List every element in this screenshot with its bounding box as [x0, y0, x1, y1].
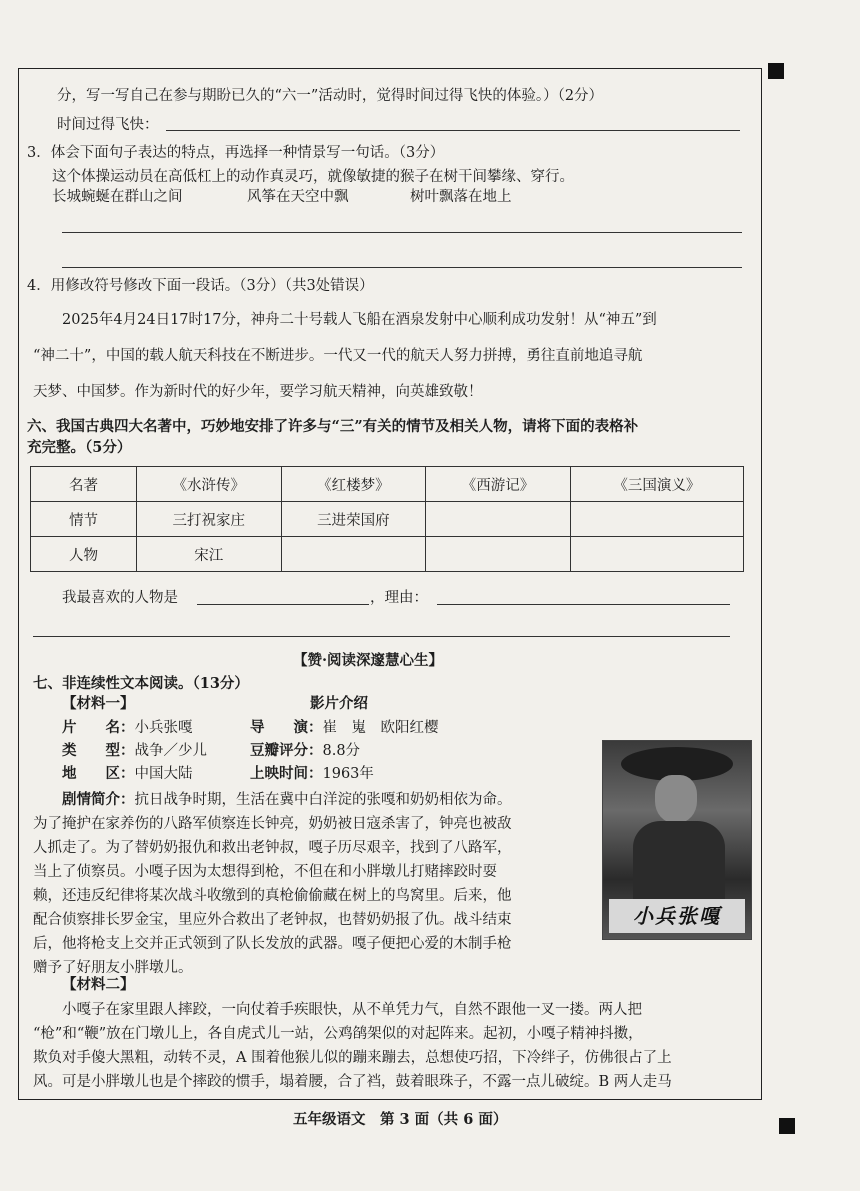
- reason-answer-line-2[interactable]: [33, 636, 730, 637]
- question-4-title: 4．用修改符号修改下面一段话。（3分）（共3处错误）: [27, 278, 374, 294]
- favorite-character-answer-line[interactable]: [197, 604, 369, 605]
- plot-line: 剧情简介：抗日战争时期，生活在冀中白洋淀的张嘎和奶奶相依为命。: [62, 791, 512, 808]
- question-3-sentence: 这个体操运动员在高低杠上的动作真灵巧，就像敏捷的猴子在树干间攀缘、穿行。: [52, 169, 574, 185]
- table-row-books: [31, 467, 744, 502]
- registration-mark-top-right: [768, 63, 784, 79]
- movie-info-release: [250, 764, 374, 784]
- plot-answer-cell[interactable]: [426, 502, 571, 537]
- plot-label: 剧情简介：: [62, 791, 135, 808]
- material-2-label: 【材料二】: [62, 976, 135, 993]
- plot-cell: 三进荣国府: [281, 502, 426, 537]
- character-answer-cell[interactable]: [281, 537, 426, 572]
- row-label-characters: 人物: [31, 537, 137, 572]
- question-3-answer-line-2[interactable]: [62, 267, 742, 268]
- question-3-option-1: 长城蜿蜒在群山之间: [52, 189, 183, 205]
- reason-answer-line[interactable]: [437, 604, 730, 605]
- plot-line: 配合侦察排长罗金宝，里应外合救出了老钟叔，也替奶奶报了仇。战斗结束: [33, 912, 512, 928]
- time-flies-label: 时间过得飞快：: [57, 117, 159, 133]
- question-3-option-2: 风筝在天空中飘: [247, 189, 349, 205]
- favorite-character-label: 我最喜欢的人物是: [62, 590, 178, 606]
- book-cell: 《水浒传》: [137, 467, 282, 502]
- reading-section-banner: 【赞·阅读深邃慧心生】: [293, 652, 444, 669]
- plot-answer-cell[interactable]: [570, 502, 743, 537]
- character-answer-cell[interactable]: [426, 537, 571, 572]
- character-cell: 宋江: [137, 537, 282, 572]
- registration-mark-bottom-right: [779, 1118, 795, 1134]
- plot-line: 当上了侦察员。小嘎子因为太想得到枪，不但在和小胖墩儿打赌摔跤时耍: [33, 864, 497, 880]
- info-value: 中国大陆: [134, 766, 193, 782]
- material-2-line: 欺负对手傻大黑粗，动转不灵，A 围着他猴儿似的蹦来蹦去，总想使巧招，下冷绊子，仿佛很占了上: [33, 1050, 672, 1066]
- row-label-plots: 情节: [31, 502, 137, 537]
- material-1-label: 【材料一】: [62, 695, 135, 712]
- info-label: 类 型：: [62, 742, 135, 759]
- poster-face-shape: [655, 775, 697, 823]
- info-value: 1963年: [322, 766, 374, 782]
- question-2-continuation: 分，写一写自己在参与期盼已久的“六一”活动时，觉得时间过得飞快的体验。）（2分）: [57, 88, 604, 104]
- plot-line: 赠予了好朋友小胖墩儿。: [33, 960, 193, 976]
- movie-info-rating: [250, 741, 360, 761]
- info-value: 小兵张嘎: [134, 720, 193, 736]
- material-2-line: 小嘎子在家里跟人摔跤，一向仗着手疾眼快，从不单凭力气，自然不跟他一叉一搂。两人把: [62, 1002, 642, 1018]
- info-label: 豆瓣评分：: [250, 742, 323, 759]
- movie-info-region: [62, 764, 193, 784]
- plot-summary: [33, 788, 598, 980]
- question-4-text-line-1: 2025年4月24日17时17分，神舟二十号载人飞船在酒泉发射中心顺利成功发射！从“神五”到: [62, 312, 657, 328]
- movie-info-genre: [62, 741, 207, 761]
- book-cell: 《三国演义》: [570, 467, 743, 502]
- movie-poster-image: [602, 740, 752, 940]
- plot-line: 人抓走了。为了替奶奶报仇和救出老钟叔，嘎子历尽艰辛，找到了八路军，: [33, 840, 512, 856]
- time-flies-answer-line[interactable]: [166, 130, 740, 131]
- section-6-title-line-2: 充完整。（5分）: [27, 439, 132, 456]
- question-3-answer-line-1[interactable]: [62, 232, 742, 233]
- question-4-text-line-3: 天梦、中国梦。作为新时代的好少年，要学习航天精神，向英雄致敬！: [33, 384, 483, 400]
- poster-title-text: 小兵张嘎: [609, 899, 745, 933]
- plot-line: 赖，还违反纪律将某次战斗收缴到的真枪偷偷藏在树上的鸟窝里。后来，他: [33, 888, 512, 904]
- plot-cell: 三打祝家庄: [137, 502, 282, 537]
- table-row-characters: [31, 537, 744, 572]
- movie-info-name: [62, 718, 193, 738]
- book-cell: 《西游记》: [426, 467, 571, 502]
- movie-info-director: [250, 718, 439, 738]
- plot-line: 为了掩护在家养伤的八路军侦察连长钟亮，奶奶被日寇杀害了，钟亮也被敌: [33, 816, 512, 832]
- section-7-title: 七、非连续性文本阅读。（13分）: [33, 675, 249, 692]
- info-label: 上映时间：: [250, 765, 323, 782]
- row-label-books: 名著: [31, 467, 137, 502]
- info-value: 8.8分: [322, 743, 361, 759]
- material-2-line: “枪”和“鞭”放在门墩儿上，各自虎式儿一站，公鸡鹐架似的对起阵来。起初，小嘎子精神抖擞，: [33, 1026, 643, 1042]
- reason-label: ，理由：: [370, 590, 428, 606]
- info-label: 导 演：: [250, 719, 323, 736]
- question-3-option-3: 树叶飘落在地上: [410, 189, 512, 205]
- book-cell: 《红楼梦》: [281, 467, 426, 502]
- table-row-plots: [31, 502, 744, 537]
- material-2-line: 风。可是小胖墩儿也是个摔跤的惯手，塌着腰，合了裆，鼓着眼珠子，不露一点儿破绽。B 两人走马: [33, 1074, 672, 1090]
- info-label: 片 名：: [62, 719, 135, 736]
- info-value: 崔 嵬 欧阳红樱: [322, 720, 439, 736]
- page-footer: 五年级语文 第 3 面（共 6 面）: [293, 1111, 508, 1128]
- section-6-title-line-1: 六、我国古典四大名著中，巧妙地安排了许多与“三”有关的情节及相关人物，请将下面的表格补: [27, 418, 639, 435]
- classic-novels-table: [30, 466, 744, 572]
- info-label: 地 区：: [62, 765, 135, 782]
- question-4-text-line-2: “神二十”，中国的载人航天科技在不断进步。一代又一代的航天人努力拼搏，勇往直前地追寻航: [33, 348, 643, 364]
- info-value: 战争／少儿: [134, 743, 207, 759]
- movie-intro-title: 影片介绍: [310, 695, 368, 712]
- character-answer-cell[interactable]: [570, 537, 743, 572]
- plot-line: 后，他将枪支上交并正式领到了队长发放的武器。嘎子便把心爱的木制手枪: [33, 936, 512, 952]
- question-3-title: 3．体会下面句子表达的特点，再选择一种情景写一句话。（3分）: [27, 145, 445, 161]
- material-2-text: [33, 998, 753, 1094]
- poster-body-shape: [633, 821, 725, 909]
